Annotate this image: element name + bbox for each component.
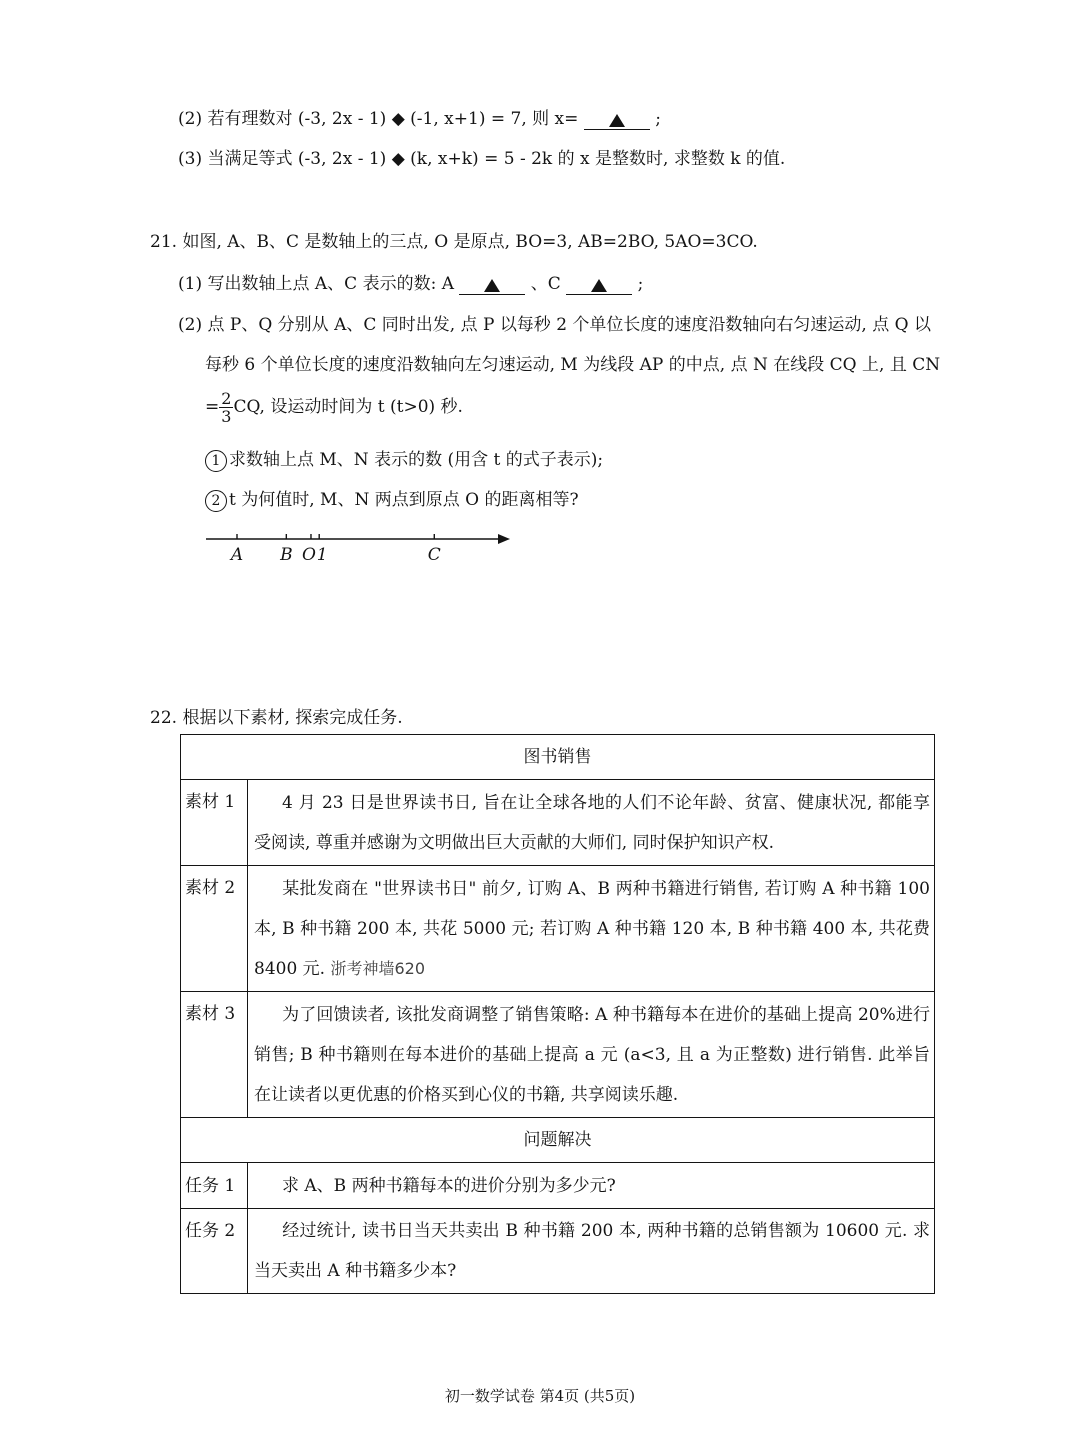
q21-part2-line1: (2) 点 P、Q 分别从 A、C 同时出发, 点 P 以每秒 2 个单位长度的速度沿数轴向右匀速运动, 点 Q 以 [178, 315, 931, 335]
fraction-numerator: 2 [221, 389, 232, 408]
q21-part2-line3-text: CQ, 设运动时间为 t (t>0) 秒. [233, 397, 463, 417]
q21-part1-end: ; [637, 274, 644, 294]
fraction [219, 390, 233, 425]
circled-number-2: 2 [205, 490, 227, 512]
q20-part2-text: (2) 若有理数对 (-3, 2x - 1) ◆ (-1, x+1) = 7, 则 x= [178, 109, 579, 129]
triangle-icon [591, 279, 607, 292]
q20-part2-end: ; [655, 109, 661, 129]
task-2-label: 任务 2 [181, 1209, 248, 1294]
equals-sign: = [205, 397, 220, 417]
q21-part2-line3 [205, 390, 463, 440]
material-1-content: 4 月 23 日是世界读书日, 旨在让全球各地的人们不论年龄、贫富、健康状况, 都能享受阅读, 尊重并感谢为文明做出巨大贡献的大师们, 同时保护知识产权. [254, 792, 930, 853]
tick-label-1: 1 [316, 545, 328, 565]
material-3-text [248, 992, 935, 1118]
tick-label-A: A [230, 545, 244, 565]
answer-blank[interactable] [584, 109, 650, 130]
q21-sub2 [205, 488, 579, 512]
axis-arrow-icon [498, 534, 510, 544]
q21-sub1-text: 求数轴上点 M、N 表示的数 (用含 t 的式子表示); [229, 450, 604, 470]
material-2-label: 素材 2 [181, 866, 248, 992]
answer-blank-a[interactable] [459, 274, 525, 295]
fraction-denominator: 3 [221, 407, 232, 426]
material-3-label: 素材 3 [181, 992, 248, 1118]
material-3-content: 为了回馈读者, 该批发商调整了销售策略: A 种书籍每本在进价的基础上提高 20%进行销售; B 种书籍则在每本进价的基础上提高 a 元 (a<3, 且 a 为正整数) 进行销售. 此举旨在让读者以更优惠的价格买到心仪的书籍, 共享阅读乐趣. [254, 1004, 930, 1105]
q21-part1-sep: 、C [530, 274, 561, 294]
material-2-text [248, 866, 935, 992]
number-line [200, 525, 520, 570]
q20-part3: (3) 当满足等式 (-3, 2x - 1) ◆ (k, x+k) = 5 - 2k 的 x 是整数时, 求整数 k 的值. [178, 149, 786, 169]
tick-label-B: B [280, 545, 293, 565]
q21-part2-line2: 每秒 6 个单位长度的速度沿数轴向左匀速运动, M 为线段 AP 的中点, 点 N 在线段 CQ 上, 且 CN [205, 355, 941, 375]
q21-sub1 [205, 448, 603, 472]
tick-label-O: O [302, 545, 316, 565]
watermark-text: 浙考神墙620 [330, 958, 426, 978]
table-header-problem-solving: 问题解决 [181, 1118, 935, 1163]
book-sales-table [180, 734, 935, 1294]
triangle-icon [609, 114, 625, 127]
page-footer: 初一数学试卷 第4页 (共5页) [444, 1387, 636, 1405]
material-2-content: 某批发商在 "世界读书日" 前夕, 订购 A、B 两种书籍进行销售, 若订购 A 种书籍 100 本, B 种书籍 200 本, 共花 5000 元; 若订购 A 种书籍 120 本, B 种书籍 400 本, 共花费 8400 元. [254, 878, 930, 979]
q21-sub2-text: t 为何值时, M、N 两点到原点 O 的距离相等? [229, 490, 579, 510]
q21-part1-text: (1) 写出数轴上点 A、C 表示的数: A [178, 274, 454, 294]
answer-blank-c[interactable] [566, 274, 632, 295]
task-2-text [248, 1209, 935, 1294]
task-1-label: 任务 1 [181, 1163, 248, 1209]
circled-number-1: 1 [205, 450, 227, 472]
material-1-label: 素材 1 [181, 780, 248, 866]
triangle-icon [484, 279, 500, 292]
material-1-text [248, 780, 935, 866]
task-1-content: 求 A、B 两种书籍每本的进价分别为多少元? [282, 1175, 616, 1196]
table-header-book-sales: 图书销售 [181, 735, 935, 780]
q21-part1 [178, 272, 643, 296]
tick-label-C: C [427, 545, 441, 565]
task-1-text [248, 1163, 935, 1209]
q20-part2 [178, 107, 661, 131]
q21-stem: 21. 如图, A、B、C 是数轴上的三点, O 是原点, BO=3, AB=2BO, 5AO=3CO. [150, 232, 758, 252]
task-2-content: 经过统计, 读书日当天共卖出 B 种书籍 200 本, 两种书籍的总销售额为 10600 元. 求当天卖出 A 种书籍多少本? [254, 1221, 930, 1281]
q22-stem: 22. 根据以下素材, 探索完成任务. [150, 708, 403, 728]
